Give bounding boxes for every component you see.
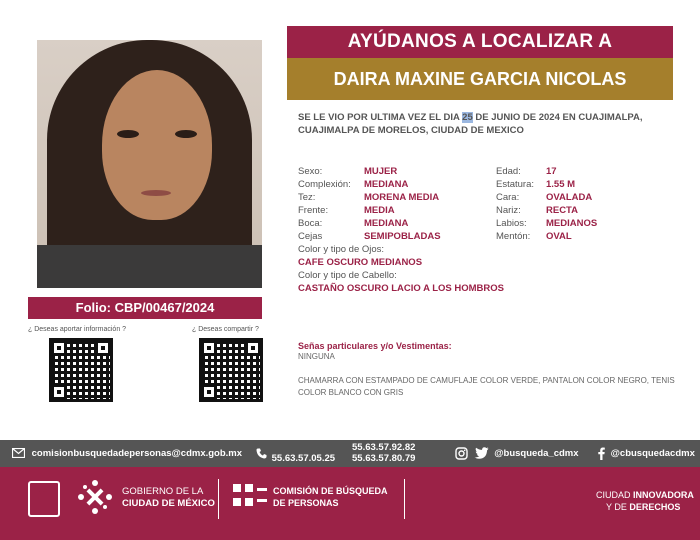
phone-contact[interactable] xyxy=(256,440,335,467)
facebook-icon xyxy=(598,447,605,460)
boca-value: MEDIANA xyxy=(364,218,409,229)
qr-share-code[interactable] xyxy=(199,338,263,402)
envelope-icon xyxy=(12,448,25,458)
senas-title: Señas particulares y/o Vestimentas: xyxy=(298,341,452,351)
email-contact[interactable] xyxy=(12,440,242,467)
qr-info-code[interactable] xyxy=(49,338,113,402)
complexion-value: MEDIANA xyxy=(364,179,409,190)
twitter-icon xyxy=(474,447,489,459)
ojos-label: Color y tipo de Ojos: xyxy=(298,244,385,255)
gobierno-text: GOBIERNO DE LA CIUDAD DE MÉXICO xyxy=(122,486,215,509)
complexion-label: Complexión: xyxy=(298,179,351,190)
frente-label: Frente: xyxy=(298,205,329,216)
labios-label: Labios: xyxy=(496,218,527,229)
comision-text: COMISIÓN DE BÚSQUEDA DE PERSONAS xyxy=(273,486,388,508)
ciudad-innovadora-text: CIUDAD INNOVADORA Y DE DERECHOS xyxy=(596,490,694,512)
twitter-contact[interactable] xyxy=(455,440,579,467)
vestimenta-text: CHAMARRA CON ESTAMPADO DE CAMUFLAJE COLOR VERDE, PANTALON COLOR NEGRO, TENIS COLOR BLANCO CON GRIS xyxy=(298,376,675,397)
qr-share-label: ¿ Deseas compartir ? xyxy=(192,326,259,333)
cara-label: Cara: xyxy=(496,192,520,203)
twitter-text: @busqueda_cdmx xyxy=(494,448,579,459)
boca-label: Boca: xyxy=(298,218,323,229)
contact-bar xyxy=(0,440,700,467)
cara-value: OVALADA xyxy=(546,192,593,203)
labios-value: MEDIANOS xyxy=(546,218,598,229)
phone-main-text: 55.63.57.05.25 xyxy=(271,453,336,464)
phone-a-text: 55.63.57.92.82 xyxy=(352,442,416,453)
cdmx-seal-icon xyxy=(28,481,60,517)
alert-title: AYÚDANOS A LOCALIZAR A xyxy=(287,26,673,58)
folio-number: Folio: CBP/00467/2024 xyxy=(28,297,262,319)
email-text: comisionbusquedadepersonas@cdmx.gob.mx xyxy=(31,448,243,459)
person-name: DAIRA MAXINE GARCIA NICOLAS xyxy=(287,58,673,100)
cejas-label: Cejas xyxy=(298,231,323,242)
frente-value: MEDIA xyxy=(364,205,395,216)
estatura-label: Estatura: xyxy=(496,179,535,190)
phone-icon xyxy=(256,448,267,459)
gobierno-cdmx-logo-icon xyxy=(75,477,115,517)
last-seen-text: SE LE VIO POR ULTIMA VEZ EL DIA 25 DE JUNIO DE 2024 EN CUAJIMALPA, CUAJIMALPA DE MORELOS, CIUDAD DE MEXICO xyxy=(298,112,643,136)
edad-label: Edad: xyxy=(496,166,521,177)
cabello-label: Color y tipo de Cabello: xyxy=(298,270,397,281)
cabello-value: CASTAÑO OSCURO LACIO A LOS HOMBROS xyxy=(298,283,505,294)
menton-label: Mentón: xyxy=(496,231,531,242)
phone-b-text: 55.63.57.80.79 xyxy=(352,453,416,464)
nariz-label: Nariz: xyxy=(496,205,521,216)
nariz-value: RECTA xyxy=(546,205,579,216)
instagram-icon xyxy=(455,447,468,460)
tez-value: MORENA MEDIA xyxy=(364,192,440,203)
senas-value: NINGUNA xyxy=(298,352,335,361)
facebook-contact[interactable] xyxy=(598,440,695,467)
sexo-value: MUJER xyxy=(364,166,398,177)
missing-person-photo xyxy=(37,40,262,288)
comision-busqueda-logo-icon xyxy=(233,484,267,508)
sexo-label: Sexo: xyxy=(298,166,323,177)
footer xyxy=(0,467,700,540)
cejas-value: SEMIPOBLADAS xyxy=(364,231,441,242)
tez-label: Tez: xyxy=(298,192,316,203)
ojos-value: CAFE OSCURO MEDIANOS xyxy=(298,257,423,268)
edad-value: 17 xyxy=(546,166,557,177)
estatura-value: 1.55 M xyxy=(546,179,576,190)
facebook-text: @cbusquedacdmx xyxy=(610,448,695,459)
qr-info-label: ¿ Deseas aportar información ? xyxy=(28,326,127,333)
phone-list xyxy=(352,442,415,464)
menton-value: OVAL xyxy=(546,231,572,242)
